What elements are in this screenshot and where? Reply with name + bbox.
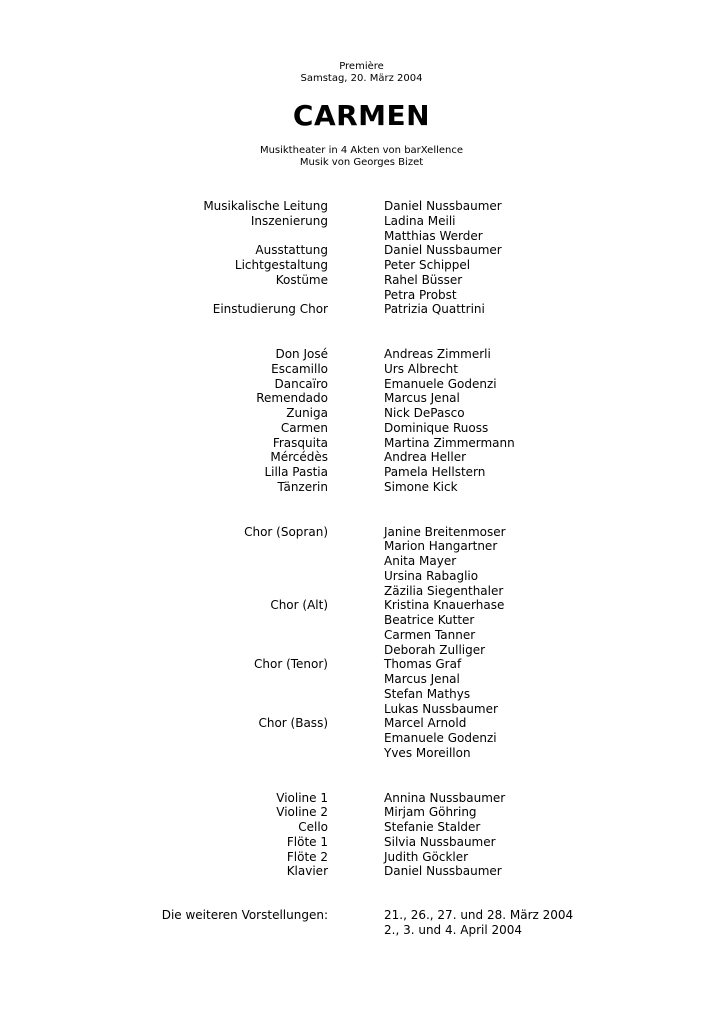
performance-date: 21., 26., 27. und 28. März 2004 — [384, 908, 574, 922]
performer-name: Matthias Werder — [384, 228, 483, 243]
performer-name: Emanuele Godenzi — [384, 731, 497, 745]
credit-row — [0, 554, 723, 569]
credit-row — [0, 657, 723, 672]
credit-group — [0, 347, 723, 495]
role-label: Mércédès — [270, 450, 328, 465]
role-label: Don José — [275, 347, 328, 361]
role-label: Musikalische Leitung — [203, 199, 328, 213]
credit-row — [0, 539, 723, 554]
credit-row — [0, 702, 723, 717]
credit-row — [0, 746, 723, 761]
credit-row — [0, 273, 723, 288]
performer-name: Stefanie Stalder — [384, 820, 481, 834]
role-label: Chor (Sopran) — [244, 524, 328, 539]
credit-row — [0, 214, 723, 229]
credit-row — [0, 672, 723, 687]
performer-name: Marion Hangartner — [384, 539, 498, 554]
role-label: Tänzerin — [277, 479, 328, 494]
credit-row — [0, 302, 723, 317]
role-label: Einstudierung Chor — [212, 302, 328, 317]
performer-name: Yves Moreillon — [384, 745, 471, 760]
role-label: Lilla Pastia — [264, 465, 328, 479]
credit-row — [0, 820, 723, 835]
credit-row — [0, 199, 723, 214]
role-label: Chor (Alt) — [270, 598, 328, 613]
credit-row — [0, 613, 723, 628]
credit-row — [0, 229, 723, 244]
credit-row — [0, 436, 723, 451]
role-label: Chor (Tenor) — [254, 657, 328, 672]
credit-row — [0, 835, 723, 850]
role-label: Inszenierung — [250, 213, 328, 228]
credit-row — [0, 850, 723, 865]
role-label: Violine 2 — [276, 805, 328, 820]
role-label: Flöte 2 — [286, 849, 328, 864]
performer-name: Judith Göckler — [384, 849, 469, 864]
role-label: Lichtgestaltung — [234, 258, 328, 272]
performer-name: Marcus Jenal — [384, 391, 460, 406]
performer-name: Emanuele Godenzi — [384, 376, 497, 391]
credit-row — [0, 480, 723, 495]
credit-row — [0, 864, 723, 879]
credit-row — [0, 643, 723, 658]
performances-label: Die weiteren Vorstellungen: — [161, 908, 328, 922]
performer-name: Daniel Nussbaumer — [384, 864, 502, 879]
performer-name: Patrizia Quattrini — [384, 302, 485, 317]
role-label: Kostüme — [275, 272, 328, 287]
role-label: Klavier — [286, 864, 328, 879]
credit-row — [0, 525, 723, 540]
credit-row — [0, 791, 723, 806]
performer-name: Marcus Jenal — [384, 672, 460, 686]
credit-row — [0, 687, 723, 702]
credit-row — [0, 716, 723, 731]
performer-name: Simone Kick — [384, 479, 458, 494]
performer-name: Pamela Hellstern — [384, 465, 486, 479]
credit-row — [0, 391, 723, 406]
performer-name: Deborah Zulliger — [384, 642, 486, 657]
premiere-date: Samstag, 20. März 2004 — [300, 73, 423, 84]
composer-line: Musik von Georges Bizet — [299, 157, 424, 168]
credit-row — [0, 584, 723, 599]
performer-name: Marcel Arnold — [384, 716, 467, 731]
credit-row — [0, 450, 723, 465]
credit-row — [0, 406, 723, 421]
performer-name: Carmen Tanner — [384, 627, 476, 642]
credit-row — [0, 258, 723, 273]
performer-name: Daniel Nussbaumer — [384, 243, 502, 258]
credit-group — [0, 199, 723, 317]
performer-name: Martina Zimmermann — [384, 435, 515, 450]
credits-list — [0, 199, 723, 879]
credit-row — [0, 421, 723, 436]
credit-row — [0, 569, 723, 584]
role-label: Zuniga — [286, 406, 328, 420]
subtitle: Musiktheater in 4 Akten von barXellence — [259, 145, 464, 156]
credit-row — [0, 377, 723, 392]
credit-group — [0, 525, 723, 761]
performer-name: Stefan Mathys — [384, 686, 471, 701]
credit-row — [0, 347, 723, 362]
performer-name: Annina Nussbaumer — [384, 790, 506, 805]
role-label: Dancaïro — [274, 376, 328, 391]
page-title: CARMEN — [292, 99, 431, 132]
credit-row — [0, 465, 723, 480]
performer-name: Petra Probst — [384, 287, 457, 302]
role-label: Chor (Bass) — [258, 716, 328, 731]
performance-date: 2., 3. und 4. April 2004 — [384, 923, 523, 937]
performer-name: Lukas Nussbaumer — [384, 701, 498, 716]
performer-name: Rahel Büsser — [384, 272, 463, 287]
performer-name: Ursina Rabaglio — [384, 568, 479, 583]
role-label: Cello — [298, 820, 328, 834]
performer-name: Kristina Knauerhase — [384, 598, 505, 613]
performer-name: Anita Mayer — [384, 554, 457, 568]
role-label: Violine 1 — [276, 790, 328, 805]
performer-name: Beatrice Kutter — [384, 613, 475, 627]
credit-row — [0, 288, 723, 303]
performer-name: Andrea Heller — [384, 450, 467, 465]
performer-name: Dominique Ruoss — [384, 420, 489, 435]
performer-name: Andreas Zimmerli — [384, 347, 491, 361]
credit-row — [0, 805, 723, 820]
credit-group — [0, 791, 723, 880]
role-label: Frasquita — [272, 435, 328, 450]
role-label: Escamillo — [271, 361, 328, 376]
performer-name: Nick DePasco — [384, 406, 465, 420]
role-label: Carmen — [280, 420, 328, 435]
performer-name: Silvia Nussbaumer — [384, 834, 496, 849]
performer-name: Janine Breitenmoser — [384, 524, 506, 539]
credit-row — [0, 362, 723, 377]
performer-name: Daniel Nussbaumer — [384, 199, 502, 213]
credit-row — [0, 598, 723, 613]
role-label: Remendado — [256, 391, 328, 406]
performer-name: Urs Albrecht — [384, 361, 458, 376]
performer-name: Mirjam Göhring — [384, 805, 477, 820]
performer-name: Ladina Meili — [384, 213, 456, 228]
performer-name: Zäzilia Siegenthaler — [384, 583, 504, 598]
performer-name: Peter Schippel — [384, 258, 471, 272]
credit-row — [0, 731, 723, 746]
role-label: Ausstattung — [255, 243, 328, 258]
role-label: Flöte 1 — [286, 834, 328, 849]
credit-row — [0, 628, 723, 643]
performances-section — [0, 908, 723, 938]
performer-name: Thomas Graf — [384, 657, 462, 672]
premiere-label: Première — [339, 61, 384, 72]
credit-row — [0, 243, 723, 258]
